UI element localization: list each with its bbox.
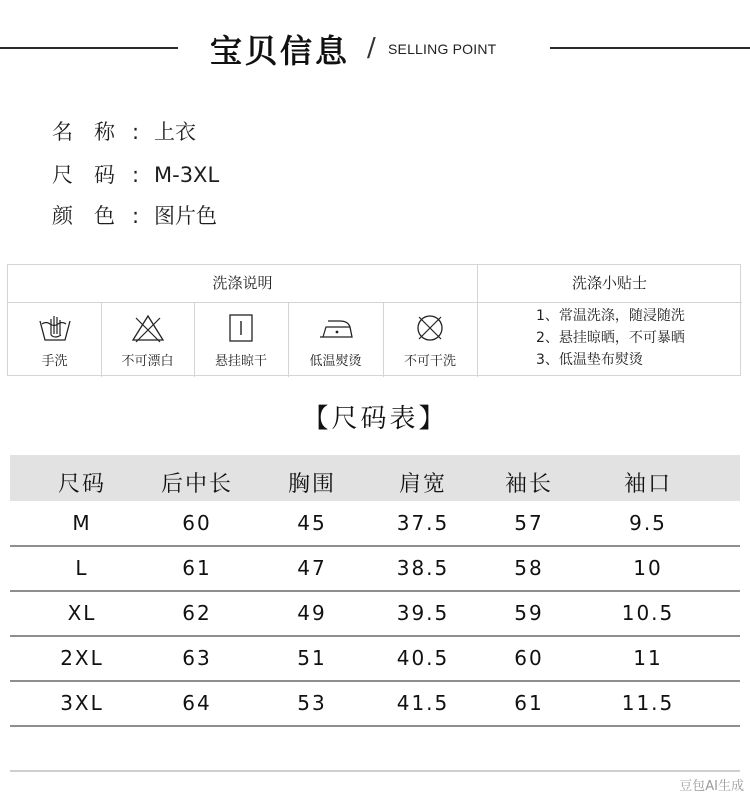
size-table-header-cell: 袖长: [504, 472, 553, 497]
info-label-char: 颜: [52, 204, 73, 228]
table-cell: 59: [514, 601, 544, 625]
title-slash: /: [367, 33, 376, 63]
info-label: [52, 200, 132, 230]
table-row: [10, 501, 740, 546]
page-subtitle: SELLING POINT: [388, 41, 497, 57]
table-cell: 63: [182, 646, 212, 670]
size-table-header-cell: 尺码: [57, 472, 106, 497]
table-cell: 61: [182, 556, 212, 580]
info-colon: :: [132, 204, 140, 228]
info-label-char: 称: [94, 120, 115, 144]
info-row-name: [52, 116, 196, 146]
info-row-size: [52, 159, 219, 189]
wash-icon-label: 不可干洗: [403, 354, 456, 369]
wash-icon-label: 不可漂白: [121, 354, 174, 369]
table-cell: 60: [182, 511, 212, 535]
table-cell: 51: [297, 646, 327, 670]
table-cell: 60: [514, 646, 544, 670]
table-cell: 61: [514, 691, 544, 715]
wash-tip: 3、低温垫布熨烫: [536, 352, 643, 368]
info-label: [52, 159, 132, 189]
table-cell: 10.5: [621, 601, 675, 625]
table-cell: 57: [514, 511, 544, 535]
table-cell-size: XL: [67, 601, 97, 625]
table-cell: 9.5: [629, 511, 667, 535]
info-label: [52, 116, 132, 146]
wash-instructions-title: 洗涤说明: [212, 274, 273, 292]
wash-item-no-bleach: [101, 303, 194, 376]
size-table-header-cell: 袖口: [623, 472, 672, 497]
info-label-char: 色: [94, 204, 115, 228]
low-iron-icon: [316, 313, 356, 343]
table-cell: 58: [514, 556, 544, 580]
table-cell: 53: [297, 691, 327, 715]
table-cell: 49: [297, 601, 327, 625]
table-cell: 37.5: [396, 511, 450, 535]
wash-tips-list: [536, 305, 685, 371]
info-value-size: M-3XL: [154, 163, 220, 187]
wash-item-low-iron: [288, 303, 383, 376]
table-cell-size: L: [75, 556, 89, 580]
table-row: [10, 546, 740, 591]
info-colon: :: [132, 120, 140, 144]
info-label-char: 名: [52, 120, 73, 144]
table-cell: 47: [297, 556, 327, 580]
table-row: [10, 681, 740, 726]
page-title: 宝贝信息: [210, 32, 351, 70]
table-cell-size: 3XL: [60, 691, 104, 715]
hand-wash-icon: [37, 313, 73, 343]
table-cell: 11.5: [621, 691, 675, 715]
info-label-char: 码: [94, 163, 115, 187]
header-line-left: [0, 47, 178, 49]
table-cell: 41.5: [396, 691, 450, 715]
table-cell: 40.5: [396, 646, 450, 670]
table-cell: 38.5: [396, 556, 450, 580]
table-row: [10, 591, 740, 636]
no-dry-clean-icon: [412, 313, 448, 343]
header-line-right: [550, 47, 750, 49]
wash-care-box: [7, 264, 741, 376]
wash-icon-label: 手洗: [41, 354, 68, 369]
wash-item-hang-dry: [194, 303, 288, 376]
hang-dry-icon: [223, 313, 259, 343]
table-cell: 45: [297, 511, 327, 535]
table-cell-size: M: [72, 511, 92, 535]
no-bleach-icon: [130, 313, 166, 343]
wash-item-hand-wash: [8, 303, 101, 376]
size-table-header-cell: 后中长: [160, 472, 233, 497]
wash-icon-label: 低温熨烫: [309, 354, 362, 369]
wash-tip: 1、常温洗涤，随浸随洗: [536, 308, 685, 324]
table-cell: 62: [182, 601, 212, 625]
size-table-header-cell: 肩宽: [398, 472, 447, 497]
row-divider: [10, 725, 740, 727]
table-row: [10, 636, 740, 681]
size-table-title: 【尺码表】: [302, 404, 448, 434]
wash-item-no-dry-clean: [383, 303, 477, 376]
table-cell: 11: [633, 646, 663, 670]
table-cell: 10: [633, 556, 663, 580]
size-table-header: [10, 455, 740, 501]
info-colon: :: [132, 163, 140, 187]
wash-icon-label: 悬挂晾干: [214, 354, 267, 369]
row-divider: [10, 770, 740, 772]
table-cell-size: 2XL: [60, 646, 104, 670]
wash-divider: [477, 265, 478, 377]
info-label-char: 尺: [52, 163, 73, 187]
watermark: 豆包AI生成: [679, 779, 744, 794]
table-cell: 39.5: [396, 601, 450, 625]
size-table-header-cell: 胸围: [287, 472, 336, 497]
table-cell: 64: [182, 691, 212, 715]
info-value-name: 上衣: [154, 120, 196, 144]
wash-tip: 2、悬挂晾晒，不可暴晒: [536, 330, 685, 346]
info-row-color: [52, 200, 217, 230]
info-value-color: 图片色: [154, 204, 217, 228]
wash-tips-title: 洗涤小贴士: [571, 274, 647, 292]
